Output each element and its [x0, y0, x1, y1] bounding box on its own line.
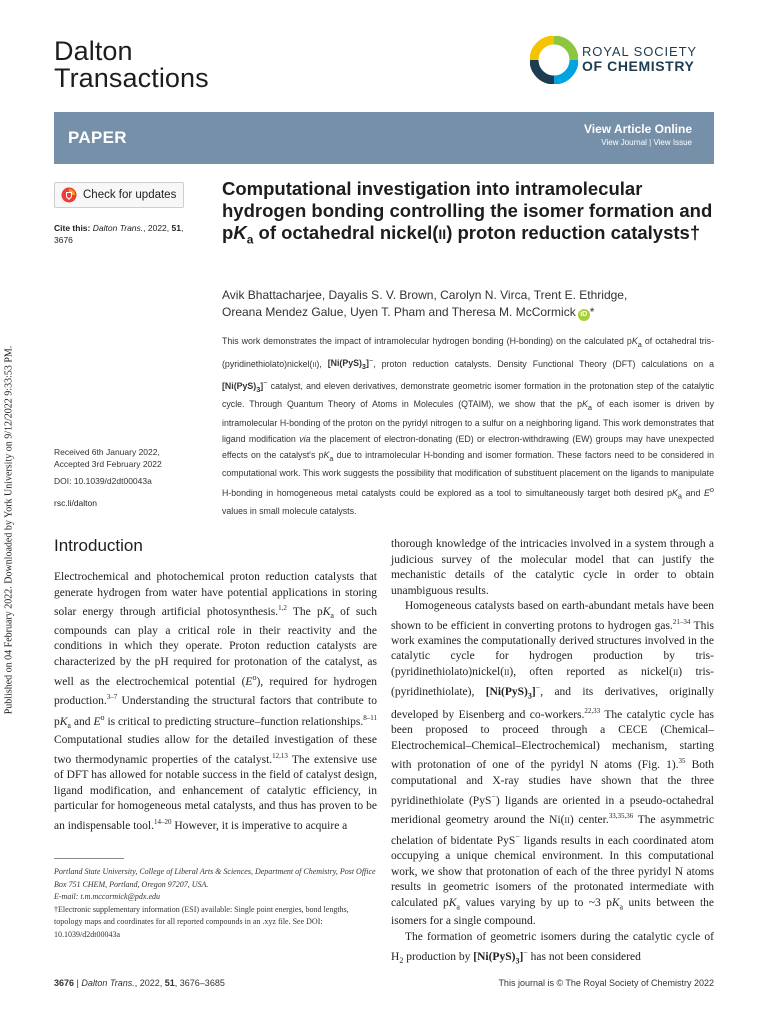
page-number: 3676 [54, 978, 75, 988]
received-dates [54, 446, 214, 470]
accepted-date: Accepted 3rd February 2022 [54, 459, 162, 469]
orcid-icon[interactable]: iD [578, 309, 590, 321]
citation: Cite this: Dalton Trans., 2022, 51, 3676 [54, 223, 184, 245]
esi-note: †Electronic supplementary information (ESI) available: Single point energies, bond lengths, topology maps and coordinates for all reported compounds in an .xyz file. See DOI: 10.1039/d2dt00043a [54, 904, 349, 939]
article-type-bar [54, 112, 714, 164]
doi-link[interactable]: DOI: 10.1039/d2dt00043a [54, 476, 152, 486]
author-list: Avik Bhattacharjee, Dayalis S. V. Brown, Carolyn N. Virca, Trent E. Ethridge, Oreana Mendez Galue, Uyen T. Pham and Theresa M. McCormick iD * [222, 288, 628, 319]
introduction-heading: Introduction [54, 536, 143, 555]
right-paragraph-3: The formation of geometric isomers during the catalytic cycle of $H_2$ production by $[Ni(PyS)_3]^-$ has not been considered [391, 930, 714, 966]
cite-volume: 51 [171, 223, 181, 233]
right-paragraph-1: thorough knowledge of the intricacies involved in a system through a judicious survey of the molecular model that can justify the mechanistic details of the catalytic cycle in order to obtain unambiguous results. [391, 538, 714, 597]
author-email[interactable]: E-mail: t.m.mccormick@pdx.edu [54, 892, 160, 901]
footnotes [54, 866, 377, 941]
cite-pages: 3676 [54, 235, 73, 245]
body-column-right [391, 537, 714, 969]
footnote-divider [54, 858, 124, 859]
rsc-wordmark [582, 44, 697, 74]
corresponding-author-mark: * [589, 305, 595, 319]
intro-paragraph: Electrochemical and photochemical proton reduction catalysts that generate hydrogen from water have potential applications in storing solar energy through artificial photosynthesis.$^{1,2}$ The $pK_a$ of such compounds can play a critical role in their reactivity and the conditions in which they operate. Proton reduction catalysts are characterized by the pH required for protonation of the catalyst, as well as the electrochemical potential $(E^o)$, required for hydrogen production.$^{3-7}$ Understanding the structural factors that contribute to $pK_a$ and $E^o$ is critical to predicting structure–function relationships.$^{8-11}$ Computational studies allow for the detailed investigation of these two thermodynamic properties of the catalyst.$^{12,13}$ The extensive use of DFT has allowed for notable success in the field of catalyst design, ligand modification, and enhancement of catalytic efficiency, in particular for homogeneous metal catalysts, and thus has proven to be an indispensable tool.$^{14-20}$ However, it is imperative to acquire a [54, 571, 377, 832]
right-paragraph-2: Homogeneous catalysts based on earth-abundant metals have been shown to be efficient in converting protons to hydrogen gas.$^{21-34}$ This work examines the computationally derived structures involved in the catalytic cycle for hydrogen production by tris-(pyridinethiolato)nickel(II), often reported as nickel(II) tris-(pyridinethiolate), $[Ni(PyS)_3]^-$, and its derivatives, originally developed by Eisenberg and co-workers.$^{22,33}$ The catalytic cycle has been proposed to proceed through a CECE (Chemical–Electrochemical–Chemical–Electrochemical) mechanism, starting with protonation of one of the pyridyl N atoms (Fig. 1).$^{35}$ Both computational and X-ray studies have shown that the three pyridinethiolate (PyS−) ligands are oriented in a pseudo-octahedral meridional geometry around the Ni(II) center.$^{33,35,36}$ The asymmetric chelation of bidentate PyS− ligands results in each coordinated atom occupying a unique chemical environment. In this computational work, we show that protonation of each of the three pyridyl N atoms results in geometric isomers of the protonated intermediate with calculated $pK_a$ values varying by up to ~3 $pK_a$ units between the isomers for a single compound. [391, 600, 715, 928]
crossmark-icon [61, 187, 77, 203]
rsc-emblem-icon [530, 36, 578, 84]
journal-title[interactable] [54, 38, 209, 92]
journal-title-line2: Transactions [54, 63, 209, 93]
rsc-wordmark-line1: ROYAL SOCIETY [582, 44, 698, 59]
footer-citation: 3676 | Dalton Trans., 2022, 51, 3676–3685 [54, 978, 225, 988]
view-journal-issue-links[interactable]: View Journal | View Issue [601, 138, 692, 147]
check-for-updates-button[interactable] [54, 182, 184, 208]
journal-short-link[interactable]: rsc.li/dalton [54, 498, 97, 508]
journal-title-line1: Dalton [54, 36, 133, 66]
rsc-logo[interactable] [530, 36, 720, 84]
check-for-updates-label: Check for updates [83, 189, 177, 201]
body-column-left [54, 570, 377, 834]
article-title: Computational investigation into intramolecular hydrogen bonding controlling the isomer formation and $pK_a$ of octahedral nickel(II) proton reduction catalysts† [222, 178, 713, 247]
view-article-online-link[interactable]: View Article Online [583, 122, 692, 136]
cite-label: Cite this: [54, 223, 91, 233]
abstract: This work demonstrates the impact of intramolecular hydrogen bonding (H-bonding) on the calculated $pK_a$ of octahedral tris-(pyridinethiolato)nickel(II), $[Ni(PyS)_3]^-$, proton reduction catalysts. Density Functional Theory (DFT) calculations on a $[Ni(PyS)_3]^-$ catalyst, and eleven derivatives, demonstrate geometric isomer formation in the protonation step of the catalytic cycle. Through Quantum Theory of Atoms in Molecules (QTAIM), we show that the $pK_a$ of each isomer is driven by intramolecular H-bonding of the proton on the pyridyl nitrogen to a sulfur on a neighboring ligand. This work demonstrates that ligand modification via the placement of electron-donating (ED) or electron-withdrawing (EW) groups may have unexpected effects on the catalyst's $pK_a$ due to intramolecular H-bonding and isomer formation. These factors need to be considered in computational work. This work suggests the possibility that modification of substituent placement on the ligands to manipulate H-bonding in homogeneous metal catalysts could be explored as a tool to simultaneously target both desired $pK_a$ and $E^o$ values in small molecule catalysts. [222, 336, 714, 517]
affiliation: Portland State University, College of Liberal Arts & Sciences, Department of Chemistry, Post Office Box 751 CHEM, Portland, Oregon 97207, USA. [54, 867, 376, 889]
cite-journal: Dalton Trans. [92, 223, 144, 233]
rsc-wordmark-line2: OF CHEMISTRY [582, 58, 695, 74]
article-type-label: PAPER [68, 128, 127, 147]
download-notice: Published on 04 February 2022. Downloaded by York University on 9/12/2022 9:33:53 PM. [3, 345, 15, 715]
footer-copyright: This journal is © The Royal Society of Chemistry 2022 [498, 978, 714, 988]
received-date: Received 6th January 2022, [54, 447, 160, 457]
